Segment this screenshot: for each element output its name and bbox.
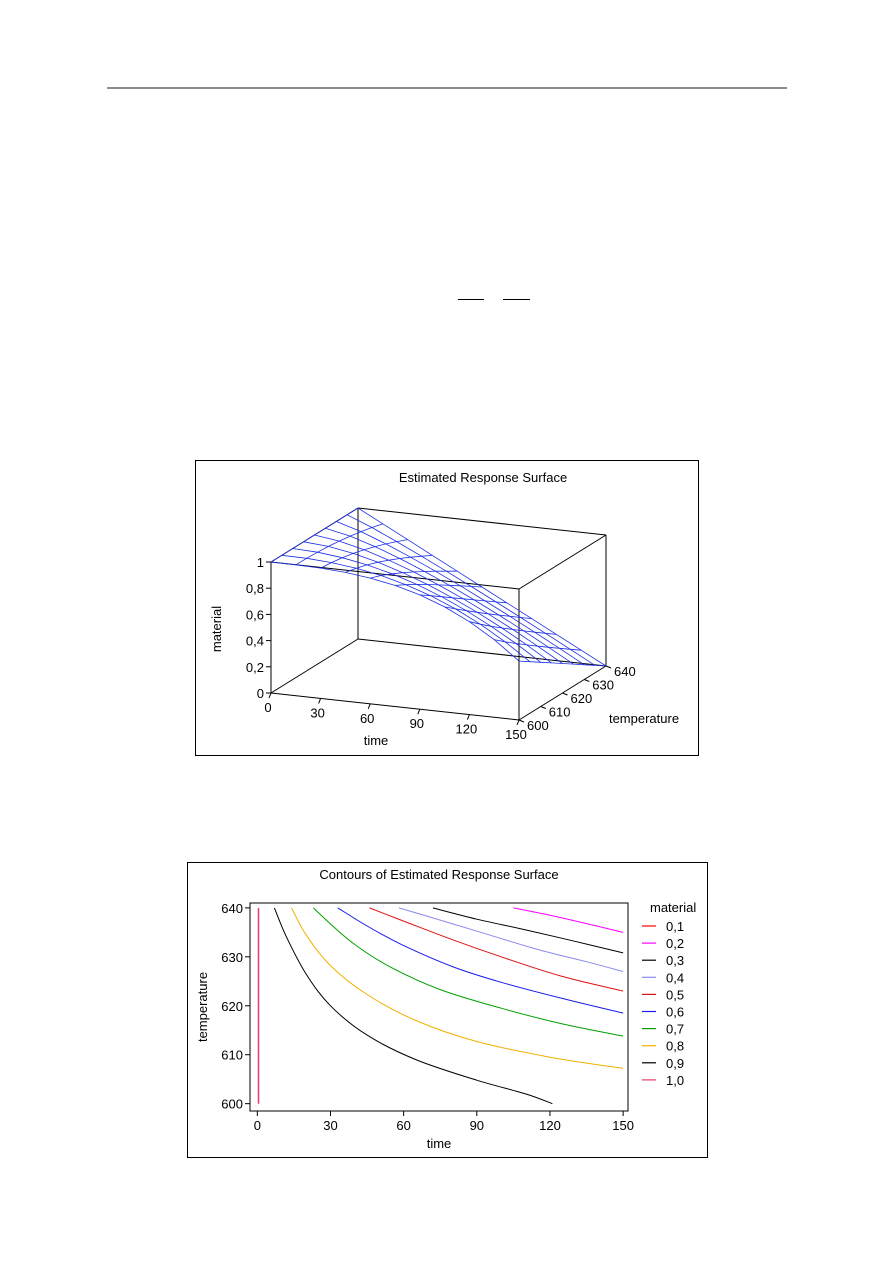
fraction-bar [458, 299, 484, 300]
z-tick-label: 0,2 [245, 659, 264, 675]
y-tick-label: 600 [221, 1096, 243, 1112]
box-edge [271, 639, 358, 693]
x-tick-label: 60 [396, 1118, 411, 1133]
contour-line [292, 908, 624, 1069]
box-edge [271, 693, 519, 720]
chart-title: Estimated Response Surface [398, 470, 568, 485]
contour-line [433, 908, 623, 953]
contour-line [399, 908, 623, 972]
y-tick-mark [563, 693, 568, 695]
y-tick-mark [606, 666, 611, 668]
legend-label: 0,4 [666, 970, 685, 986]
y-tick-mark [584, 680, 589, 682]
legend-label: 0,9 [666, 1055, 685, 1071]
header-rule [107, 87, 787, 89]
mesh-line [494, 640, 581, 651]
z-tick-label: 0,8 [245, 581, 264, 597]
legend-label: 0,3 [666, 953, 685, 969]
y-tick-label: 610 [548, 704, 571, 720]
y-tick-label: 640 [614, 664, 636, 679]
box-edge [358, 508, 606, 535]
x-tick-label: 0 [264, 700, 272, 715]
y-tick-mark [519, 720, 524, 722]
x-tick-mark [368, 704, 370, 709]
y-tick-label: 630 [221, 949, 243, 965]
legend-label: 1,0 [666, 1072, 685, 1088]
z-axis-label: material [209, 605, 224, 653]
contour-chart [188, 863, 707, 1157]
x-tick-mark [467, 715, 469, 720]
z-tick-label: 0,6 [245, 607, 264, 623]
surface-mesh [271, 508, 606, 666]
legend-title: material [650, 900, 697, 915]
x-tick-label: 120 [539, 1118, 561, 1133]
legend-label: 0,7 [666, 1021, 685, 1037]
mesh-line [336, 522, 584, 665]
mesh-line [271, 562, 519, 661]
contour-chart-panel [187, 862, 708, 1158]
z-tick-label: 0 [256, 686, 264, 701]
legend-label: 0,6 [666, 1004, 685, 1020]
mesh-line [282, 555, 530, 661]
z-tick-label: 1 [256, 555, 264, 570]
x-tick-label: 0 [253, 1118, 261, 1133]
y-tick-label: 620 [221, 998, 243, 1014]
x-axis-label: time [363, 733, 389, 748]
y-axis-ticks [221, 901, 250, 1112]
y-tick-label: 610 [221, 1047, 243, 1063]
x-tick-label: 90 [409, 716, 425, 732]
x-tick-mark [517, 720, 519, 725]
y-tick-label: 620 [570, 691, 593, 706]
z-axis-ticks [246, 555, 271, 701]
legend [642, 919, 684, 1088]
box-edge [519, 535, 606, 589]
x-tick-label: 30 [310, 705, 325, 721]
contour-line [370, 908, 624, 991]
legend-label: 0,2 [666, 936, 685, 952]
y-axis-label: temperature [195, 971, 210, 1043]
z-tick-label: 0,4 [245, 633, 264, 649]
y-tick-mark [541, 707, 546, 709]
contour-line [513, 908, 623, 933]
y-tick-label: 640 [221, 900, 243, 916]
x-tick-mark [269, 693, 271, 698]
legend-label: 0,5 [666, 987, 685, 1003]
x-tick-label: 150 [505, 727, 527, 742]
x-tick-mark [319, 698, 321, 703]
y-tick-label: 630 [592, 677, 614, 693]
fraction-bar [503, 299, 530, 300]
y-tick-label: 600 [527, 718, 549, 733]
surface-chart-panel [195, 460, 699, 756]
chart-title: Contours of Estimated Response Surface [319, 867, 559, 882]
surface-chart [196, 461, 698, 755]
legend-label: 0,8 [666, 1038, 685, 1054]
x-tick-label: 150 [612, 1118, 634, 1133]
x-axis-label: time [426, 1136, 452, 1151]
x-tick-label: 30 [323, 1118, 338, 1133]
contour-line [274, 908, 552, 1104]
x-tick-label: 120 [455, 721, 478, 737]
plot-box [271, 508, 606, 720]
x-axis-ticks [254, 1111, 634, 1133]
x-tick-mark [418, 709, 420, 714]
y-axis-label: temperature [608, 711, 680, 726]
x-tick-label: 60 [359, 710, 375, 726]
x-axis-ticks [264, 693, 526, 742]
x-tick-label: 90 [469, 1118, 485, 1133]
box-edge [358, 639, 606, 666]
mesh-line [347, 515, 595, 666]
contour-lines [259, 908, 624, 1104]
legend-label: 0,1 [666, 919, 685, 934]
